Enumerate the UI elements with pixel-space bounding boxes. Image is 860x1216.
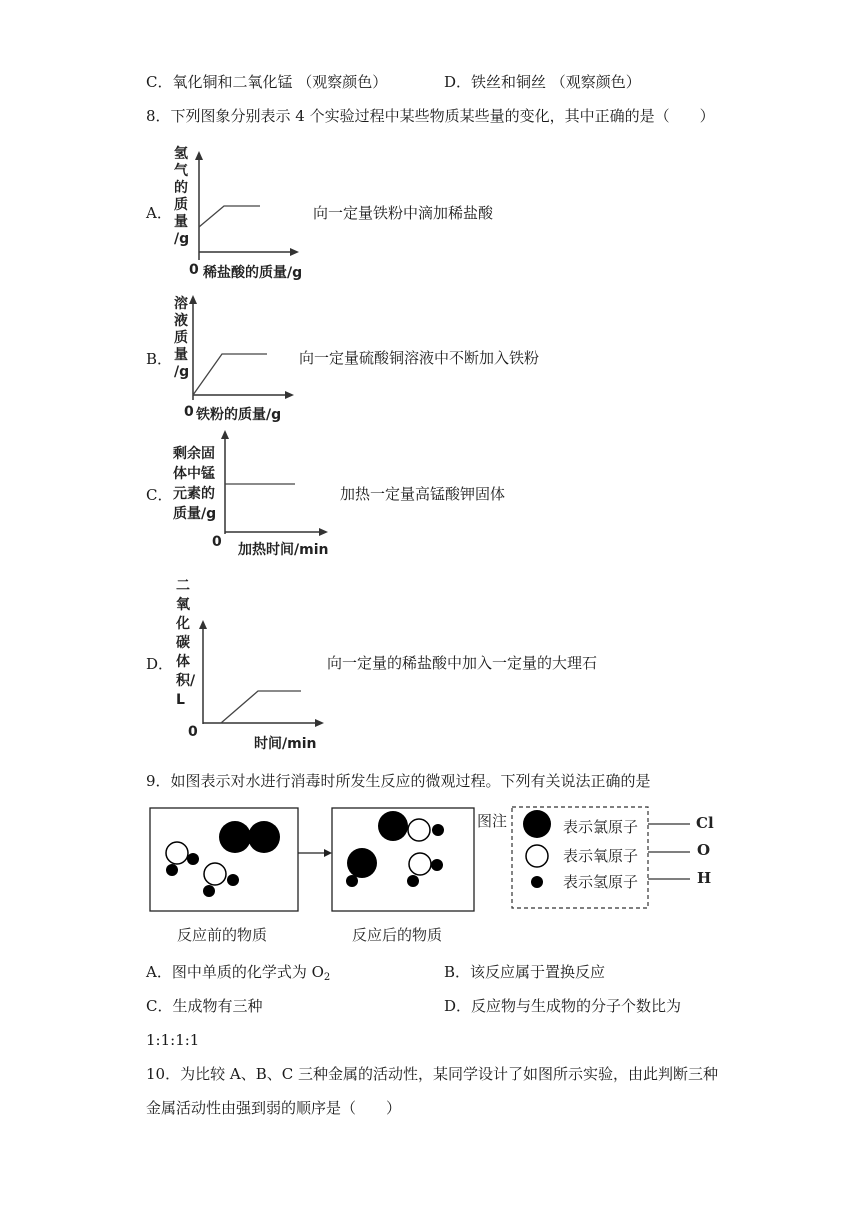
- q9-option-a: A．图中单质的化学式为 $O_2$: [146, 963, 331, 983]
- legend-cl-text: 表示氯原子: [563, 818, 639, 836]
- h-atom: [432, 824, 444, 836]
- legend-o-symbol: O: [697, 841, 711, 859]
- q7-option-c: C．氧化铜和二氧化锰 （观察颜色）: [146, 73, 388, 91]
- q8-d-xlabel: 时间/min: [254, 736, 317, 752]
- q8-a-xlabel: 稀盐酸的质量/g: [203, 265, 303, 281]
- q8-c-ylabel: 剩余固 体中锰 元素的 质量/g: [173, 446, 217, 522]
- q8-d-origin: 0: [188, 724, 198, 740]
- q8-a-ylabel: 氢 气 的 质 量 /g: [174, 146, 190, 247]
- o-atom: [166, 842, 188, 864]
- q7-option-d: D．铁丝和铜丝 （观察颜色）: [444, 73, 641, 91]
- q8-stem: 8．下列图象分别表示 4 个实验过程中某些物质某些量的变化，其中正确的是（ ）: [146, 107, 715, 125]
- q8-d-letter: D．: [146, 655, 174, 673]
- before-label: 反应前的物质: [177, 926, 268, 944]
- h-atom: [431, 859, 443, 871]
- q8-c-caption: 加热一定量高锰酸钾固体: [340, 485, 506, 503]
- after-label: 反应后的物质: [352, 926, 443, 944]
- legend-title: 图注: [477, 812, 508, 830]
- q10-line1: 10．为比较 A、B、C 三种金属的活动性，某同学设计了如图所示实验，由此判断三种: [146, 1065, 718, 1083]
- q9-option-c: C．生成物有三种: [146, 997, 263, 1015]
- q9-option-d-cont: 1:1:1:1: [146, 1031, 200, 1049]
- q8-b-ylabel: 溶 液 质 量 /g: [174, 296, 190, 380]
- h-atom: [227, 874, 239, 886]
- cl-atom: [378, 811, 408, 841]
- q10-line2: 金属活动性由强到弱的顺序是（ ）: [146, 1099, 402, 1117]
- h-atom: [166, 864, 178, 876]
- q8-a-letter: A．: [146, 204, 172, 222]
- legend-o-icon: [526, 845, 548, 867]
- legend-cl-icon: [523, 810, 551, 838]
- cl-atom: [248, 821, 280, 853]
- q8-b-xlabel: 铁粉的质量/g: [196, 407, 282, 423]
- h-atom: [407, 875, 419, 887]
- q8-b-origin: 0: [184, 404, 194, 420]
- q8-b-letter: B．: [146, 350, 173, 368]
- q9-option-d: D．反应物与生成物的分子个数比为: [444, 997, 682, 1015]
- h-atom: [203, 885, 215, 897]
- cl-atom: [219, 821, 251, 853]
- q8-c-origin: 0: [212, 534, 222, 550]
- o-atom: [204, 863, 226, 885]
- h-atom: [187, 853, 199, 865]
- q8-c-letter: C．: [146, 486, 173, 504]
- o-atom: [408, 819, 430, 841]
- legend-h-text: 表示氢原子: [563, 873, 639, 891]
- q8-d-caption: 向一定量的稀盐酸中加入一定量的大理石: [327, 654, 598, 672]
- q8-a-origin: 0: [189, 262, 199, 278]
- q8-b-caption: 向一定量硫酸铜溶液中不断加入铁粉: [299, 349, 540, 367]
- legend-h-icon: [531, 876, 543, 888]
- legend-cl-symbol: Cl: [696, 814, 714, 832]
- cl-atom: [347, 848, 377, 878]
- q9-option-b: B．该反应属于置换反应: [444, 963, 606, 981]
- legend-h-symbol: H: [697, 869, 712, 887]
- q8-a-caption: 向一定量铁粉中滴加稀盐酸: [313, 204, 494, 222]
- h-atom: [346, 875, 358, 887]
- q8-d-ylabel: 二 氧 化 碳 体 积/ L: [176, 578, 196, 708]
- q8-c-xlabel: 加热时间/min: [238, 542, 329, 558]
- o-atom: [409, 853, 431, 875]
- legend-o-text: 表示氧原子: [563, 847, 639, 865]
- q9-stem: 9．如图表示对水进行消毒时所发生反应的微观过程。下列有关说法正确的是: [146, 772, 651, 790]
